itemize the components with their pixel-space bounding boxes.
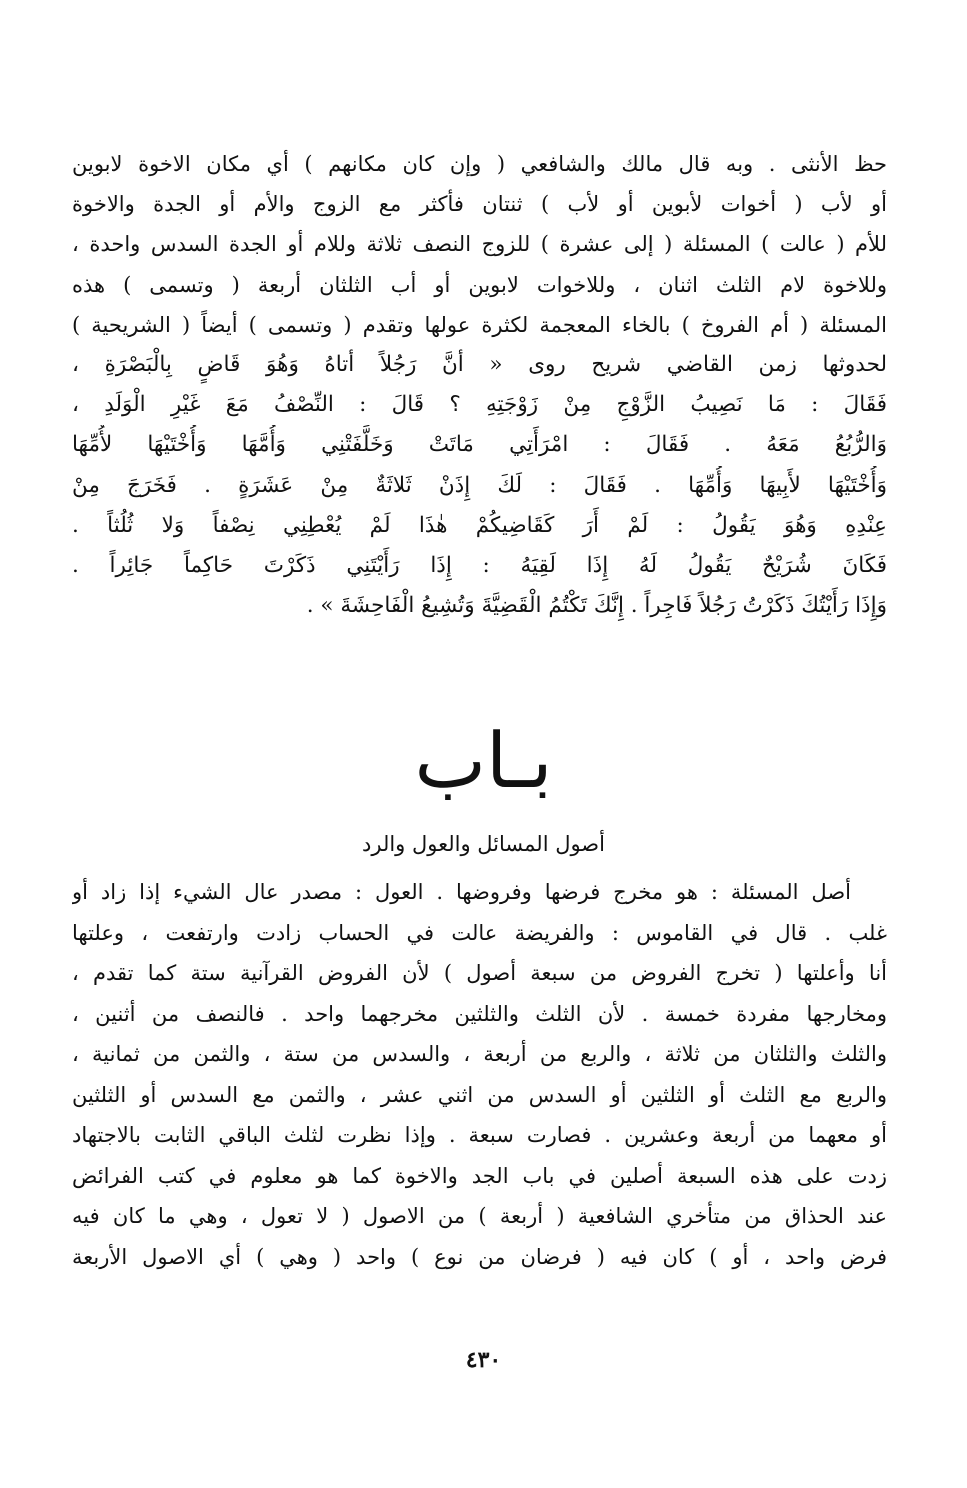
text-line: وَالرُّبُعُ مَعَهُ . فَقَالَ : امْرَأَتِي مَاتَتْ وَخَلَّفَتْنِي وَأُمَّهَا وَأُخْتَيْهَا لأُمِّهَا	[72, 432, 887, 458]
section-title: أصول المسائل والعول والرد	[362, 832, 605, 856]
text-line: لحدوثها زمن القاضي شريح روى « أنَّ رَجُلاً أتاهُ وَهُوَ قَاضٍ بِالْبَصْرَةِ ،	[72, 351, 887, 377]
chapter-heading: بـاب	[414, 716, 553, 805]
text-line: أو معهما من أربعة وعشرين . فصارت سبعة . وإذا نظرت لثلث الباقي الثابت بالاجتهاد	[72, 1123, 887, 1147]
text-line: أصل المسئلة : هو مخرج فرضها وفروضها . العول : مصدر عال الشيء إذا زاد أو	[72, 880, 851, 904]
text-line: عِنْدِهِ وَهُوَ يَقُولُ : لَمْ أَرَ كَقَاضِيكُمْ هٰذَا لَمْ يُعْطِنِي نِصْفاً وَلا ثُلُثاً .	[72, 512, 887, 538]
text-line: حظ الأنثى . وبه قال مالك والشافعي ( وإن كان مكانهم ) أي مكان الاخوة لابوين	[72, 152, 887, 176]
text-line: وللاخوة لام الثلث اثنان ، وللاخوات لابوين أو أب الثلثان أربعة ( وتسمى ) هذه	[72, 272, 887, 297]
text-line: أو لأب ( أخوات لأبوين أو لأب ) ثنتان فأكثر مع الزوج والأم أو الجدة والاخوة	[72, 192, 887, 217]
text-line: فرض واحد ، أو ) كان فيه ( فرضان من نوع ) واحد ( وهي ) أي الاصول الأربعة	[72, 1244, 887, 1269]
text-line: ومخارجها مفردة خمسة . لأن الثلث والثلثين مخرجهما واحد . فالنصف من أثنين ،	[72, 1001, 887, 1026]
text-line: غلب . قال في القاموس : والفريضة عالت في الحساب زادت وارتفعت ، وعلتها	[72, 920, 887, 945]
page-number: ٤٣٠	[465, 1347, 502, 1373]
text-line: وَأُخْتَيْهَا لأَبِيهَا وَأُمِّهَا . فَقَالَ : لَكَ إِذَنْ ثَلاثَةٌ مِنْ عَشَرَةٍ . فَخَرَجَ مِنْ	[72, 472, 887, 498]
text-line: زدت على هذه السبعة أصلين في باب الجد والاخوة كما هو معلوم في كتب الفرائض	[72, 1163, 887, 1188]
text-line: عند الحذاق من متأخري الشافعية ( أربعة ) من الاصول ( لا تعول ، وهي ما كان فيه	[72, 1204, 887, 1228]
text-line: أنا وأعلتها ( تخرج الفروض من سبعة أصول ) لأن الفروض القرآنية ستة كما تقدم ،	[72, 961, 887, 985]
text-line: والثلث والثلثان من ثلاثة ، والربع من أربعة ، والسدس من ستة ، والثمن من ثمانية ،	[72, 1042, 887, 1066]
text-line: فَكَانَ شُرَيْحٌ يَقُولُ لَهُ إِذَا لَقِيَهُ : إِذَا رَأَيْتَنِي ذَكَرْتَ حَاكِماً جَائِراً .	[72, 552, 887, 578]
text-line: فَقَالَ : مَا نَصِيبُ الزَّوْجِ مِنْ زَوْجَتِهِ ؟ قَالَ : النِّصْفُ مَعَ غَيْرِ الْوَلَدِ ،	[72, 392, 887, 418]
text-line: للأم ( عالت ) المسئلة ( إلى عشرة ) للزوج النصف ثلاثة وللام أو الجدة السدس واحدة ،	[72, 232, 887, 257]
text-line: المسئلة ( أم الفروخ ) بالخاء المعجمة لكثرة عولها وتقدم ( وتسمى ) أيضاً ( الشريحية )	[72, 312, 887, 337]
lower-paragraph	[72, 872, 887, 1277]
upper-paragraph	[72, 144, 887, 626]
text-line: وَإِذَا رَأَيْتُكَ ذَكَرْتُ رَجُلاً فَاجِراً . إِنَّكَ تَكْتُمُ الْقَضِيَّةَ وَتُشِيعُ الْفَاحِشَةَ » .	[306, 593, 887, 619]
text-line: والربع مع الثلث أو الثلثين أو السدس من اثني عشر ، والثمن مع السدس أو الثلثين	[72, 1082, 887, 1107]
